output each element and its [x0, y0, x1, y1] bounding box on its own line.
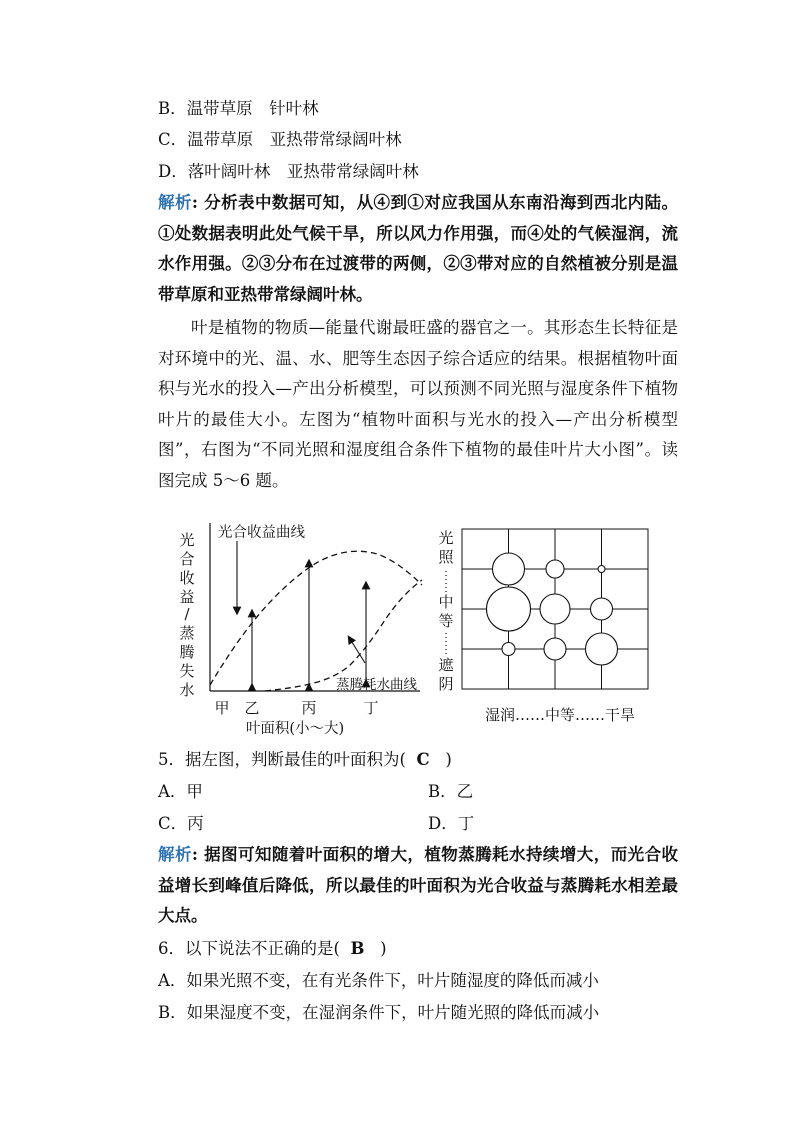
leaf-circle — [591, 598, 613, 620]
ylabel-char: 益 — [179, 588, 195, 606]
q5-option-d: D．丁 — [428, 814, 475, 833]
q4-option-d: D．落叶阔叶林 亚热带常绿阔叶林 — [158, 162, 419, 181]
y-top-char: 照 — [438, 548, 454, 566]
q5-option-c: C．丙 — [158, 814, 204, 833]
leaf-circle — [487, 587, 531, 631]
photosynthesis-curve — [210, 551, 422, 685]
leaf-circle — [493, 553, 525, 585]
q6-stem — [158, 938, 387, 960]
leaf-area-model-chart — [170, 515, 440, 745]
y-mid-char: 等 — [438, 612, 454, 630]
y-bot-char: 遮 — [438, 656, 454, 674]
q6-answer: B — [350, 939, 365, 958]
photosynthesis-curve-label: 光合收益曲线 — [218, 525, 305, 541]
q4-option-b: B．温带草原 针叶林 — [158, 99, 319, 118]
x-tick-yi: 乙 — [244, 699, 260, 717]
y-top-char: 光 — [438, 529, 454, 547]
analysis-text: : 分析表中数据可知，从④到①对应我国从东南沿海到西北内陆。①处数据表明此处气候干旱，所以风力作用强，而④处的气候湿润，流水作用强。②③分布在过渡带的两侧，②③带对应的自然植被分别是温带草原和亚热带常绿阔叶林。 — [158, 193, 679, 304]
leaf-circle — [544, 638, 566, 660]
q4-analysis — [158, 188, 678, 310]
analysis-label: 解析 — [158, 193, 192, 212]
ylabel-char: 合 — [179, 550, 195, 568]
ylabel-char: 失 — [179, 662, 195, 680]
q6-close: ) — [380, 939, 387, 958]
transpiration-curve — [265, 580, 422, 691]
x-tick-bing: 丙 — [301, 699, 317, 717]
q6-stem-text: 6．以下说法不正确的是( — [158, 939, 340, 958]
ylabel-char: 腾 — [179, 643, 195, 661]
y-bot-char: 阴 — [438, 675, 454, 693]
leaf-circle — [546, 560, 564, 578]
y-mid-char: 中 — [438, 593, 454, 611]
q5-option-b: B．乙 — [428, 782, 474, 801]
q4-option-c: C．温带草原 亚热带常绿阔叶林 — [158, 130, 402, 149]
q6-option-a: A．如果光照不变，在有光条件下，叶片随湿度的降低而减小 — [158, 971, 599, 990]
x-axis-label: 湿润……中等……干旱 — [484, 706, 636, 724]
leaf-circle — [540, 594, 570, 624]
intro-paragraph: 叶是植物的物质—能量代谢最旺盛的器官之一。其形态生长特征是对环境中的光、温、水、肥等生态因子综合适应的结果。根据植物叶面积与光水的投入—产出分析模型，可以预测不同光照与湿度条件下植物叶片的最佳大小。左图为“植物叶面积与光水的投入—产出分析模型图”，右图为“不同光照和湿度组合条件下植物的最佳叶片大小图”。读图完成 5～6 题。 — [158, 318, 678, 490]
x-tick-ding: 丁 — [363, 699, 379, 717]
q5-close: ) — [445, 750, 452, 769]
transpiration-label-pointer — [350, 639, 365, 663]
leaf-circle — [586, 633, 618, 665]
q6-option-b: B．如果湿度不变，在湿润条件下，叶片随光照的降低而减小 — [158, 1003, 600, 1022]
ylabel-char: 光 — [179, 531, 195, 549]
x-tick-jia: 甲 — [214, 699, 230, 717]
leaf-circle — [598, 566, 605, 573]
q5-answer: C — [416, 750, 430, 769]
transpiration-curve-label: 蒸腾耗水曲线 — [336, 677, 417, 693]
q5-stem-text: 5．据左图，判断最佳的叶面积为( — [158, 750, 406, 769]
q5-stem — [158, 749, 452, 771]
analysis-text: : 据图可知随着叶面积的增大，植物蒸腾耗水持续增大，而光合收益增长到峰值后降低，所以最佳的叶面积为光合收益与蒸腾耗水相差最大点。 — [158, 845, 679, 925]
ylabel-char: 水 — [179, 681, 195, 699]
q5-option-a: A．甲 — [158, 782, 203, 801]
leaf-circle — [502, 643, 515, 656]
leaf-size-grid-chart — [432, 515, 662, 730]
ylabel-char: 收 — [179, 569, 195, 587]
ylabel-char: / — [184, 605, 190, 623]
x-axis-label: 叶面积(小～大) — [245, 721, 345, 737]
analysis-label: 解析 — [158, 845, 192, 864]
q5-analysis — [158, 840, 678, 932]
ylabel-char: 蒸 — [179, 624, 195, 642]
